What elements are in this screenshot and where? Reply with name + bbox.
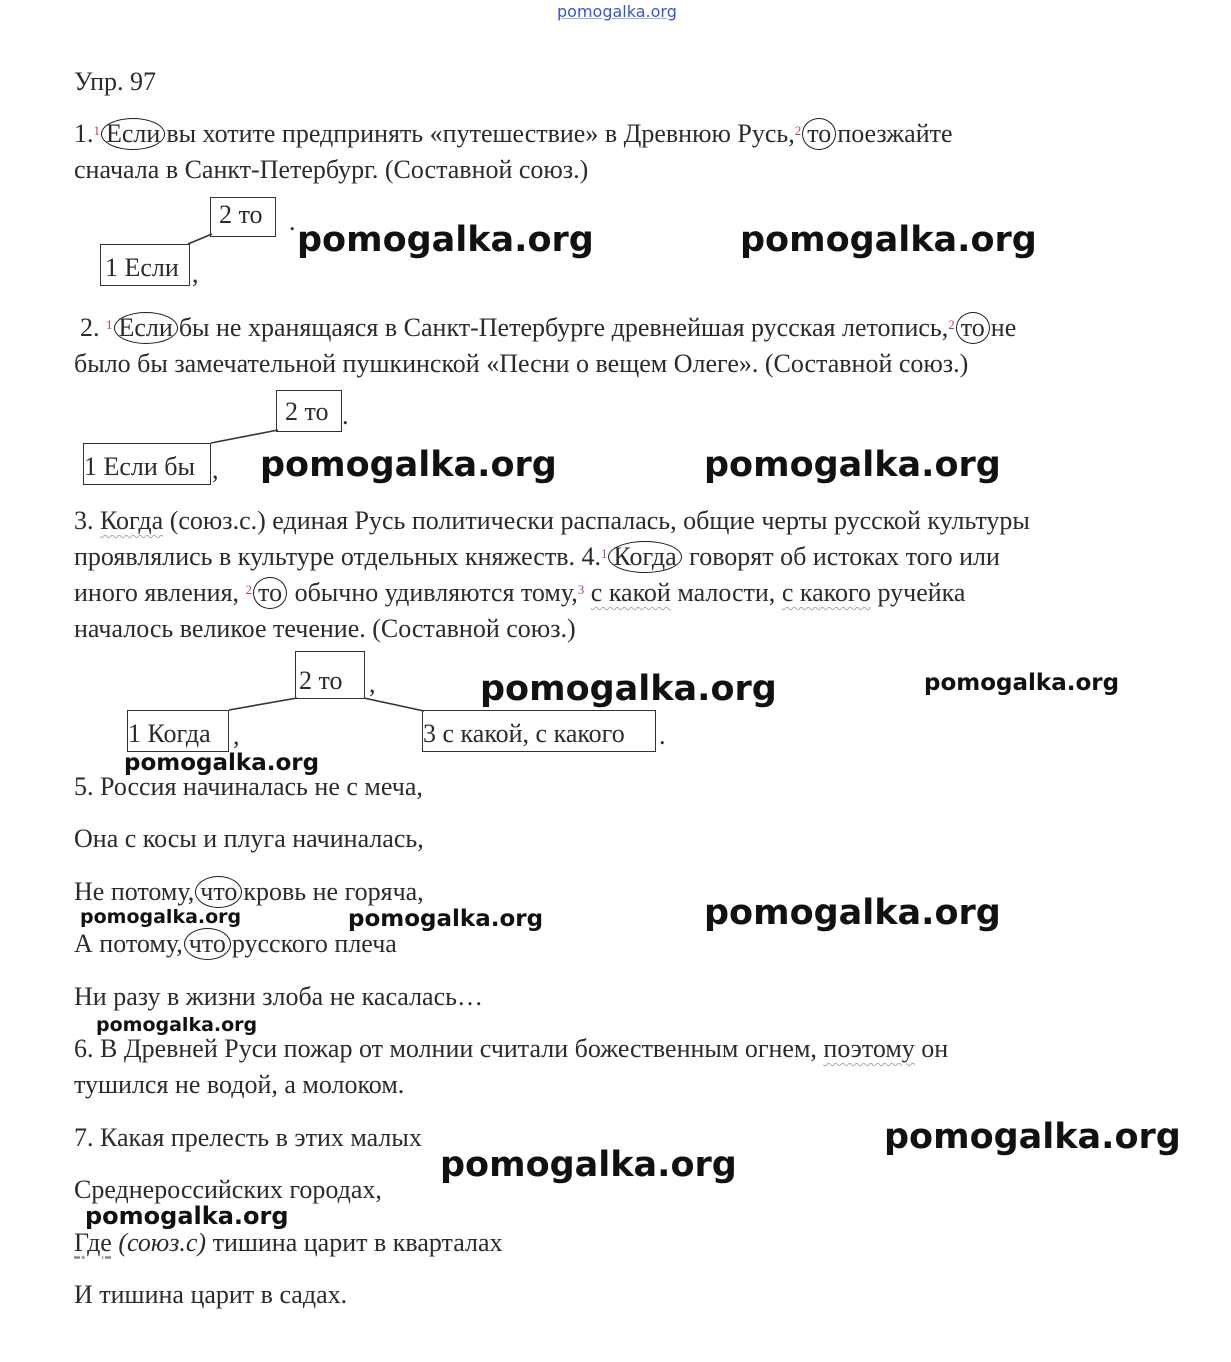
part-marker: 3 [577, 582, 585, 597]
connector-line [188, 234, 212, 244]
poem-line [74, 874, 424, 910]
scheme-box-1: 1 Если бы [83, 443, 211, 485]
scheme-punct: . [289, 207, 296, 236]
scheme-punct: , [212, 455, 219, 484]
scheme-box-2: 2 то [295, 651, 365, 699]
conjunction-circled: то [802, 118, 836, 150]
part-marker: 1 [93, 123, 100, 138]
poem-text: кровь не горяча, [243, 877, 424, 906]
watermark: pomogalka.org [704, 893, 1001, 933]
sentence-number: 2. [80, 313, 100, 342]
part-marker: 1 [600, 546, 608, 561]
scheme-box-2: 2 то [210, 197, 276, 237]
watermark: pomogalka.org [440, 1145, 737, 1185]
sentence-6-line-1 [74, 1031, 948, 1067]
watermark: pomogalka.org [260, 445, 557, 485]
sentence-text: иного явления, [74, 578, 240, 607]
connector-line [229, 698, 297, 710]
watermark: pomogalka.org [124, 750, 320, 776]
conjunction-circled: Если [114, 312, 178, 344]
sentence-text: обычно удивляются тому, [294, 578, 578, 607]
conjunction-circled: то [253, 577, 287, 609]
watermark: pomogalka.org [480, 669, 777, 709]
poem-text: русского плеча [231, 929, 397, 958]
sentence-6-line-2: тушился не водой, а молоком. [74, 1070, 405, 1099]
sentence-1-line-2: сначала в Санкт-Петербург. (Составной союз.) [74, 155, 589, 184]
conjunction-circled: Если [101, 118, 165, 150]
watermark: pomogalka.org [924, 670, 1120, 696]
poem-line [74, 1225, 503, 1261]
connector-line [211, 430, 278, 443]
watermark: pomogalka.org [80, 906, 242, 928]
sentence-number: 3. [74, 506, 94, 535]
conjunction-circled: что [195, 876, 242, 908]
watermark: pomogalka.org [85, 1202, 289, 1230]
conjunction-circled: что [184, 928, 231, 960]
sentence-text: поезжайте [837, 119, 953, 148]
sentence-text: малости, [677, 578, 776, 607]
watermark-top[interactable]: pomogalka.org [557, 2, 677, 21]
conjunction-underlined: Где [74, 1228, 112, 1257]
sentence-text: проявлялись в культуре отдельных княжеств. 4. [74, 542, 601, 571]
scheme-box-1: 1 Если [100, 244, 190, 286]
poem-line: Ни разу в жизни злоба не касалась… [74, 982, 483, 1011]
scheme-punct: . [659, 721, 666, 750]
conjunction-underlined: Когда [100, 506, 164, 535]
part-marker: 2 [948, 317, 955, 332]
poem-text: А потому, [74, 929, 183, 958]
part-marker: 2 [794, 123, 802, 138]
conjunctive-word-underlined: с какой [590, 578, 671, 607]
watermark: pomogalka.org [297, 220, 594, 260]
poem-line: И тишина царит в садах. [74, 1280, 348, 1309]
sentence-number: 1. [74, 119, 94, 148]
sentence-text: бы не хранящаяся в Санкт-Петербурге древнейшая русская летопись, [178, 313, 949, 342]
poem-line: 7. Какая прелесть в этих малых [74, 1123, 422, 1152]
conjunction-underlined: поэтому [823, 1034, 915, 1063]
watermark: pomogalka.org [96, 1014, 258, 1036]
exercise-title: Упр. 97 [74, 67, 157, 96]
sentence-text: говорят об истоках того или [689, 542, 1000, 571]
watermark: pomogalka.org [884, 1117, 1181, 1157]
sentence-text: он [921, 1034, 949, 1063]
poem-text: тишина царит в кварталах [212, 1228, 503, 1257]
part-marker: 2 [245, 582, 253, 597]
scheme-punct: , [233, 721, 240, 750]
annotation: (союз.с) [118, 1228, 207, 1257]
scheme-box-2: 2 то [276, 390, 342, 432]
sentence-text: ручейка [877, 578, 966, 607]
part-marker: 1 [106, 317, 113, 332]
poem-line: Она с косы и плуга начиналась, [74, 824, 424, 853]
sentence-text: вы хотите предпринять «путешествие» в Древнюю Русь, [166, 119, 795, 148]
poem-text: Не потому, [74, 877, 195, 906]
sentence-text: (союз.с.) единая Русь политически распалась, общие черты русской культуры [169, 506, 1030, 535]
watermark: pomogalka.org [740, 220, 1037, 260]
scheme-punct: , [192, 259, 199, 288]
poem-line: 5. Россия начиналась не с меча, [74, 772, 423, 801]
scheme-punct: , [369, 669, 376, 698]
sentence-2-line-2: было бы замечательной пушкинской «Песни о вещем Олеге». (Составной союз.) [74, 349, 969, 378]
sentence-text: 6. В Древней Руси пожар от молнии считали божественным огнем, [74, 1034, 817, 1063]
watermark: pomogalka.org [348, 906, 544, 932]
sentence-3-line-4: началось великое течение. (Составной союз.) [74, 614, 576, 643]
poem-line: Среднероссийских городах, [74, 1175, 382, 1204]
scheme-box-1: 1 Когда [127, 710, 229, 752]
scheme-box-3: 3 с какой, с какого [422, 710, 656, 752]
conjunction-circled: Когда [608, 541, 681, 573]
scheme-punct: . [342, 401, 349, 430]
sentence-text: не [990, 313, 1017, 342]
watermark: pomogalka.org [704, 445, 1001, 485]
connector-line [364, 698, 424, 711]
conjunction-circled: то [956, 312, 990, 344]
conjunctive-word-underlined: с какого [781, 578, 871, 607]
